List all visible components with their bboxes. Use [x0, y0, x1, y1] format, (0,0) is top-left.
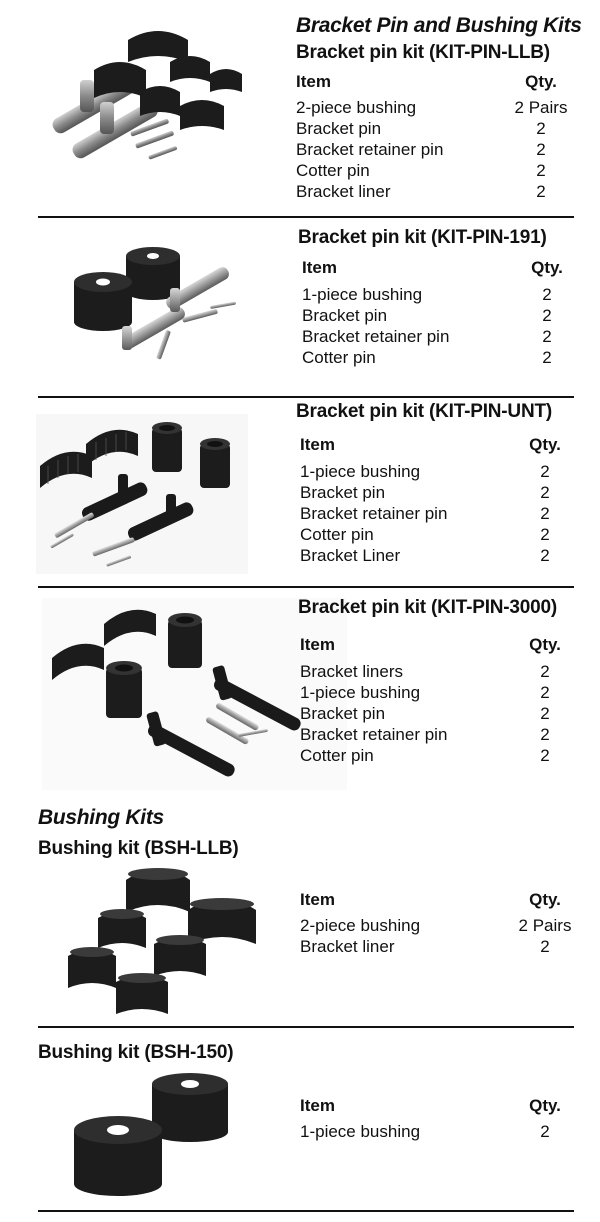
- kit-table-bsh-150: [300, 1096, 580, 1146]
- kit-title-kit-pin-191: Bracket pin kit (KIT-PIN-191): [298, 227, 547, 248]
- table-row: [300, 525, 580, 546]
- row-qty: 2: [540, 462, 550, 481]
- kit-table-kit-pin-unt: [300, 435, 580, 569]
- row-item: Cotter pin: [296, 161, 370, 180]
- table-row: [300, 462, 580, 483]
- table-row: [296, 182, 576, 203]
- section-title-bushing-kits: Bushing Kits: [38, 806, 164, 829]
- row-item: Bracket pin: [300, 704, 386, 723]
- row-qty: 2 Pairs: [518, 916, 572, 935]
- row-item: Cotter pin: [302, 348, 376, 367]
- table-row: [300, 546, 580, 567]
- table-header: [296, 72, 576, 93]
- header-qty: Qty.: [525, 72, 557, 91]
- table-row: [300, 725, 580, 746]
- row-item: Bracket retainer pin: [302, 327, 450, 346]
- table-row: [296, 119, 576, 140]
- row-item: Bracket retainer pin: [300, 725, 448, 744]
- row-qty: 2 Pairs: [514, 98, 568, 117]
- row-item: Cotter pin: [300, 525, 374, 544]
- row-item: Bracket pin: [300, 483, 386, 502]
- table-header: [300, 435, 580, 456]
- header-qty: Qty.: [529, 890, 561, 909]
- row-qty: 2: [540, 746, 550, 765]
- row-item: Bracket pin: [296, 119, 382, 138]
- table-row: [302, 285, 582, 306]
- row-item: Bracket liner: [296, 182, 391, 201]
- row-item: Bracket liner: [300, 937, 395, 956]
- header-item: Item: [296, 72, 331, 91]
- kit-title-kit-pin-llb: Bracket pin kit (KIT-PIN-LLB): [296, 42, 550, 63]
- row-qty: 2: [540, 525, 550, 544]
- row-qty: 2: [540, 504, 550, 523]
- table-header: [300, 635, 580, 656]
- table-header: [300, 890, 580, 911]
- table-row: [300, 704, 580, 725]
- table-row: [302, 327, 582, 348]
- header-item: Item: [300, 435, 335, 454]
- header-item: Item: [300, 1096, 335, 1115]
- row-qty: 2: [540, 546, 550, 565]
- row-item: 1-piece bushing: [302, 285, 423, 304]
- table-row: [300, 916, 580, 937]
- split-bushings-icon: [60, 860, 272, 1020]
- kit-table-bsh-llb: [300, 890, 580, 960]
- row-qty: 2: [540, 937, 550, 956]
- header-item: Item: [300, 635, 335, 654]
- row-item: Bracket liners: [300, 662, 403, 681]
- table-row: [302, 348, 582, 369]
- table-row: [300, 662, 580, 683]
- divider: [38, 1026, 574, 1028]
- table-row: [300, 504, 580, 525]
- kit-title-kit-pin-3000: Bracket pin kit (KIT-PIN-3000): [298, 597, 558, 618]
- divider: [38, 586, 574, 588]
- table-row: [300, 1122, 580, 1143]
- row-qty: 2: [540, 683, 550, 702]
- row-qty: 2: [542, 306, 552, 325]
- row-item: 2-piece bushing: [296, 98, 417, 117]
- row-qty: 2: [536, 119, 546, 138]
- table-row: [296, 140, 576, 161]
- header-qty: Qty.: [529, 1096, 561, 1115]
- kit-title-kit-pin-unt: Bracket pin kit (KIT-PIN-UNT): [296, 401, 552, 422]
- row-qty: 2: [542, 327, 552, 346]
- row-item: 1-piece bushing: [300, 462, 421, 481]
- divider: [38, 1210, 574, 1212]
- row-item: 1-piece bushing: [300, 683, 421, 702]
- kit-table-kit-pin-191: [302, 258, 582, 370]
- table-header: [302, 258, 582, 279]
- kit-title-bsh-llb: Bushing kit (BSH-LLB): [38, 838, 239, 859]
- row-item: Bracket Liner: [300, 546, 401, 565]
- row-qty: 2: [540, 725, 550, 744]
- kit-table-kit-pin-3000: [300, 635, 580, 769]
- header-item: Item: [300, 890, 335, 909]
- header-qty: Qty.: [529, 635, 561, 654]
- row-qty: 2: [540, 1122, 550, 1141]
- table-row: [302, 306, 582, 327]
- table-row: [296, 161, 576, 182]
- row-qty: 2: [542, 348, 552, 367]
- table-row: [300, 683, 580, 704]
- table-row: [300, 483, 580, 504]
- header-item: Item: [302, 258, 337, 277]
- row-item: 2-piece bushing: [300, 916, 421, 935]
- kit-title-bsh-150: Bushing kit (BSH-150): [38, 1042, 234, 1063]
- row-item: 1-piece bushing: [300, 1122, 421, 1141]
- row-qty: 2: [536, 182, 546, 201]
- table-row: [300, 937, 580, 958]
- round-bushings-icon: [70, 1072, 240, 1204]
- row-qty: 2: [536, 140, 546, 159]
- header-qty: Qty.: [529, 435, 561, 454]
- round-bushings-pins-icon: [70, 240, 270, 385]
- table-header: [300, 1096, 580, 1117]
- row-item: Bracket retainer pin: [296, 140, 444, 159]
- row-item: Bracket pin: [302, 306, 388, 325]
- table-row: [300, 746, 580, 767]
- bushings-pins-retainers-icon: [40, 22, 270, 202]
- row-item: Bracket retainer pin: [300, 504, 448, 523]
- row-qty: 2: [540, 483, 550, 502]
- divider: [38, 396, 574, 398]
- table-row: [296, 98, 576, 119]
- section-title-bracket-pin-kits: Bracket Pin and Bushing Kits: [296, 14, 582, 37]
- liners-tube-bushings-pins-icon: [36, 414, 248, 574]
- header-qty: Qty.: [531, 258, 563, 277]
- row-item: Cotter pin: [300, 746, 374, 765]
- kit-table-kit-pin-llb: [296, 72, 576, 202]
- row-qty: 2: [542, 285, 552, 304]
- row-qty: 2: [540, 662, 550, 681]
- divider: [38, 216, 574, 218]
- row-qty: 2: [540, 704, 550, 723]
- row-qty: 2: [536, 161, 546, 180]
